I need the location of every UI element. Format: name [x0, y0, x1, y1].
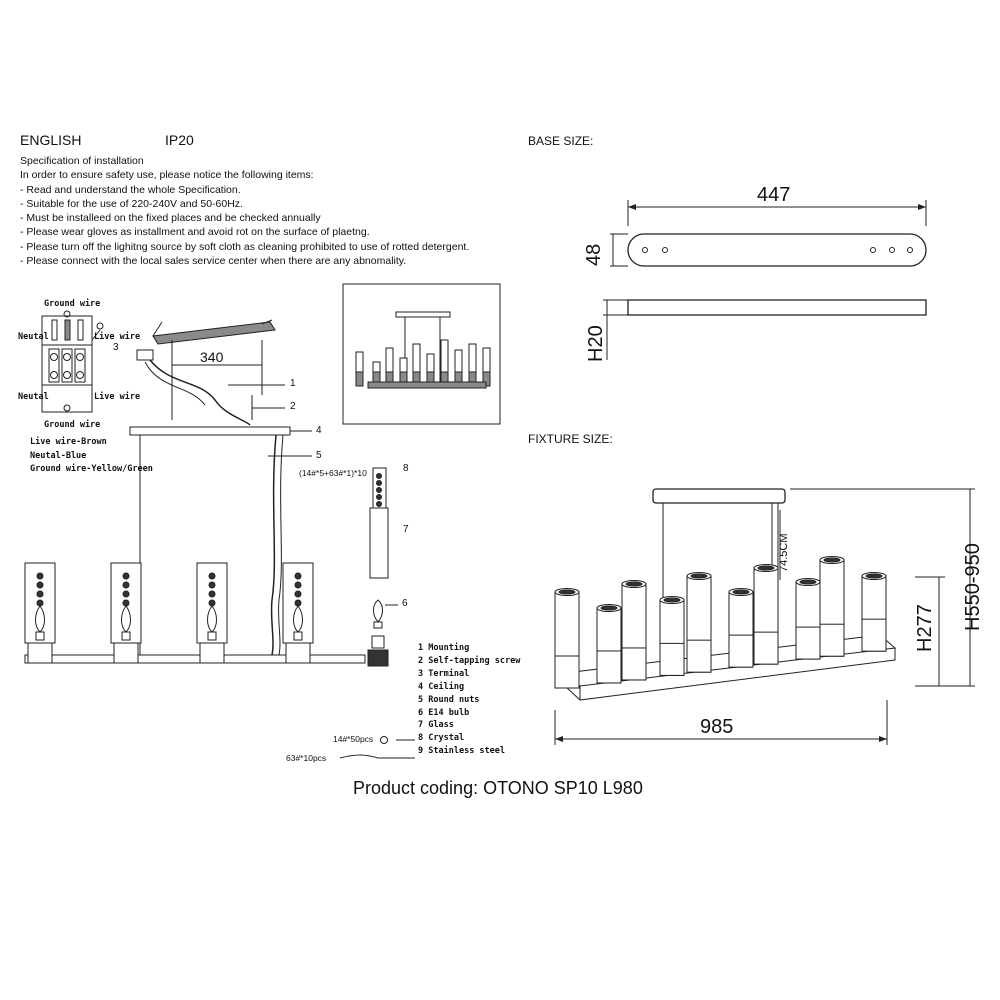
base-size-label: BASE SIZE: [528, 134, 594, 148]
product-photo [343, 284, 500, 424]
base-thickness: H20 [585, 325, 607, 362]
fixture-tube [729, 589, 753, 668]
fixture-tube [597, 605, 621, 683]
part-item: 1 Mounting [418, 643, 470, 653]
fixture-tube [555, 589, 579, 689]
ip-rating: IP20 [165, 132, 194, 148]
part-item: 6 E14 bulb [418, 707, 470, 718]
fixture-tube [754, 565, 778, 665]
spec-item: - Read and understand the whole Specification. [20, 183, 241, 196]
base-side-view [603, 300, 926, 360]
lamp-holder [197, 563, 227, 663]
spec-item: - Please wear gloves as installment and avoid rot on the surface of plaetng. [20, 226, 370, 239]
crystal-bead [377, 474, 382, 479]
crystal-bead [377, 502, 382, 507]
crystal-bead [377, 488, 382, 493]
spec-item: - Please turn off the lighitng source by soft cloth as cleaning prohibited to use of rotted detergent. [20, 240, 470, 253]
part-item: 2 Self-tapping screw [418, 655, 521, 666]
base-top-view [610, 200, 926, 266]
part-item: 3 Terminal [418, 668, 470, 679]
wiring-ground-top: Ground wire [44, 299, 101, 309]
part-item: 9 Stainless steel [418, 746, 506, 757]
part-item: 8 Crystal [418, 733, 465, 744]
spec-item: - Suitable for the use of 220-240V and 50-60Hz. [20, 197, 243, 210]
part-item: 4 Ceiling [418, 681, 465, 692]
spec-item: - Must be installeed on the fixed places and be checked annually [20, 212, 321, 225]
lamp-holder [25, 563, 55, 663]
part-item: 7 Glass [418, 720, 454, 731]
fixture-width: 985 [700, 716, 734, 738]
part-item: 5 Round nuts [418, 694, 480, 705]
crystal-formula: (14#*5+63#*1)*10 [299, 468, 367, 478]
callout-8: 8 [403, 463, 409, 474]
fixture-height-total: H550-950 [962, 543, 984, 631]
fixture-tube [862, 573, 886, 652]
callout-3: 3 [113, 342, 119, 353]
wiring-ground-bottom: Ground wire [44, 420, 101, 430]
callout-2: 2 [290, 401, 296, 412]
spec-title: Specification of installation [20, 155, 144, 167]
wiring-neutral-top: Neutal [18, 332, 49, 342]
language-label: ENGLISH [20, 132, 82, 148]
cable-length: 74.5CM [778, 533, 790, 572]
spec-intro: In order to ensure safety use, please notice the following items: [20, 169, 314, 182]
fixture-tube [687, 573, 711, 673]
lamp-holder [283, 563, 313, 663]
steel-qty: 63#*10pcs [286, 753, 327, 763]
callout-1: 1 [290, 378, 296, 389]
crystal-bead [377, 481, 382, 486]
crystal-qty: 14#*50pcs [333, 734, 374, 744]
callout-5: 5 [316, 450, 322, 461]
crystal-bead [377, 495, 382, 500]
spec-block [20, 154, 469, 268]
spacing-dimension: 340 [200, 349, 224, 365]
base-height: 48 [583, 243, 605, 266]
fixture-tube [820, 557, 844, 657]
wiring-live-bottom: Live wire [94, 392, 141, 402]
fixture-drawing [555, 489, 975, 745]
callout-7: 7 [403, 524, 409, 535]
fixture-size-label: FIXTURE SIZE: [528, 432, 613, 446]
wiring-neutral-bottom: Neutal [18, 392, 49, 402]
wire-legend-ground: Ground wire-Yellow/Green [30, 464, 153, 474]
fixture-height-body: H277 [914, 604, 936, 652]
product-coding: Product coding: OTONO SP10 L980 [353, 778, 643, 798]
lamp-holder [111, 563, 141, 663]
fixture-tube [796, 579, 820, 660]
base-width: 447 [757, 184, 791, 206]
fixture-tube [660, 597, 684, 676]
callout-4: 4 [316, 425, 322, 436]
wire-legend-live: Live wire-Brown [30, 437, 107, 447]
spec-item: - Please connect with the local sales service center when there are any abnomality. [20, 255, 407, 268]
wiring-live-top: Live wire [94, 332, 141, 342]
wire-legend-neutral: Neutal-Blue [30, 451, 87, 461]
callout-6: 6 [402, 598, 408, 609]
fixture-tube [622, 581, 646, 680]
parts-list [418, 642, 520, 758]
